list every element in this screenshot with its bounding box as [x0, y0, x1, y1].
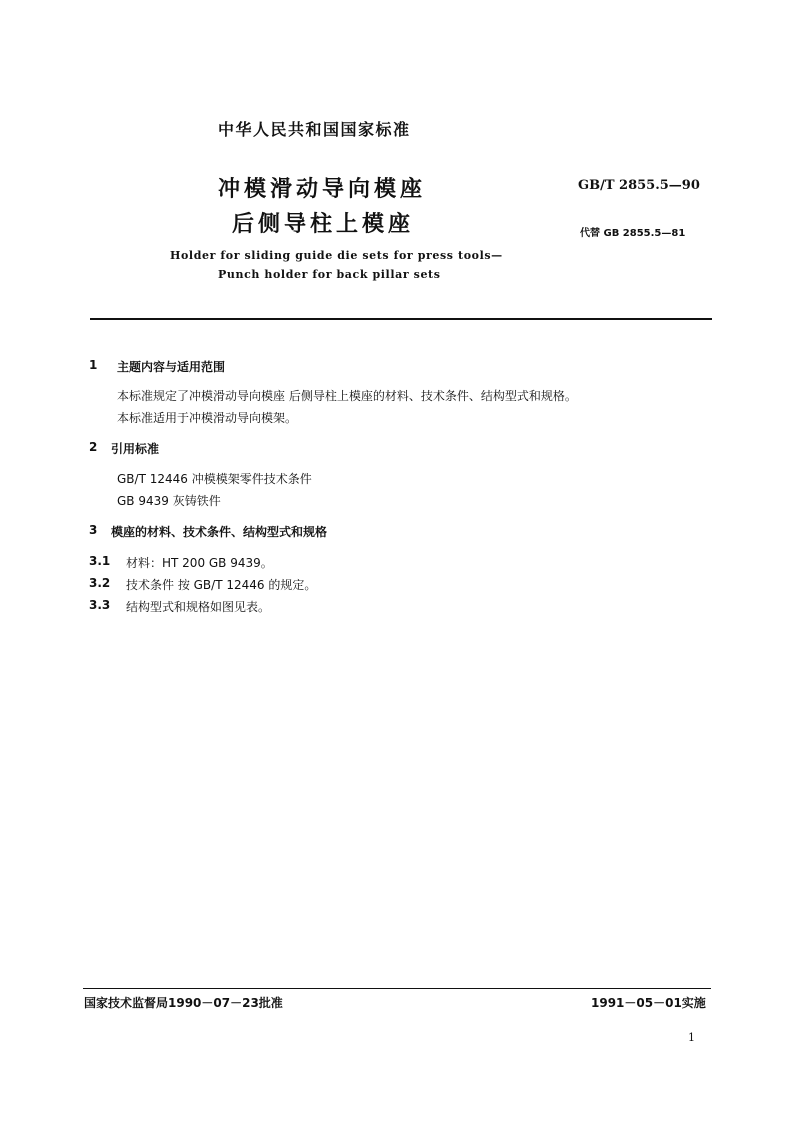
- english-title-line-2: Punch holder for back pillar sets: [218, 268, 441, 281]
- section-1-line-2: 本标准适用于冲模滑动导向模架。: [117, 411, 298, 425]
- section-3-number: 3: [89, 523, 98, 537]
- section-2-number: 2: [89, 440, 98, 454]
- subsection-3-3-number: 3.3: [89, 598, 111, 612]
- subsection-3-2-text: 技术条件 按 GB/T 12446 的规定。: [126, 578, 317, 592]
- approval-date: 国家技术监督局1990－07－23批准: [84, 996, 283, 1010]
- section-2-heading: 引用标准: [111, 442, 160, 456]
- section-2-line-2: GB 9439 灰铸铁件: [117, 494, 221, 508]
- section-3-heading: 模座的材料、技术条件、结构型式和规格: [111, 525, 328, 539]
- standard-number: GB/T 2855.5—90: [578, 178, 700, 193]
- title-line-2: 后侧导柱上模座: [232, 212, 415, 237]
- subsection-3-1-number: 3.1: [89, 554, 111, 568]
- header-divider: [90, 318, 712, 320]
- subsection-3-3-text: 结构型式和规格如图见表。: [126, 600, 271, 614]
- section-1-heading: 主题内容与适用范围: [117, 360, 226, 374]
- replaces-standard: 代替 GB 2855.5—81: [580, 228, 686, 239]
- english-title-line-1: Holder for sliding guide die sets for press tools—: [170, 249, 503, 262]
- subsection-3-1-text: 材料：HT 200 GB 9439。: [126, 556, 273, 570]
- footer-divider: [83, 988, 711, 989]
- page-number: 1: [688, 1031, 695, 1044]
- section-1-number: 1: [89, 358, 98, 372]
- section-2-line-1: GB/T 12446 冲模模架零件技术条件: [117, 472, 312, 486]
- title-line-1: 冲模滑动导向模座: [218, 177, 427, 202]
- effective-date: 1991－05－01实施: [591, 996, 706, 1010]
- subsection-3-2-number: 3.2: [89, 576, 111, 590]
- section-1-line-1: 本标准规定了冲模滑动导向模座 后侧导柱上模座的材料、技术条件、结构型式和规格。: [117, 389, 577, 403]
- national-standard-heading: 中华人民共和国国家标准: [218, 120, 411, 139]
